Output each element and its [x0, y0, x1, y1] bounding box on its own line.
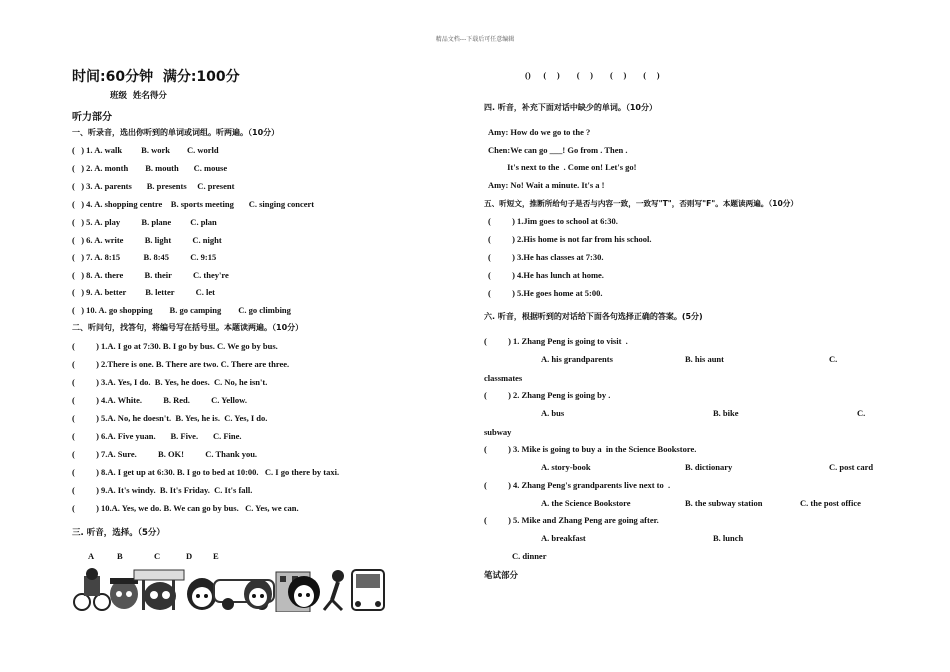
s6-option: A. bus [541, 408, 565, 418]
man-picture [144, 582, 176, 610]
s1-item: ( ) 1. A. walk B. work C. world [72, 145, 219, 155]
s6-option: B. dictionary [685, 462, 733, 472]
picture-letter: A [88, 551, 95, 561]
s6-option: A. his grandparents [541, 354, 613, 364]
s6-question: ( ) 2. Zhang Peng is going by . [484, 390, 611, 400]
listening-heading: 听力部分 [72, 112, 112, 123]
exam-title: 时间:60分钟 满分:100分 [72, 69, 240, 85]
s5-item: ( ) 3.He has classes at 7:30. [488, 252, 604, 262]
s6-option: C. [829, 354, 838, 364]
s6-question: ( ) 1. Zhang Peng is going to visit . [484, 336, 628, 346]
written-heading: 笔试部分 [484, 571, 519, 581]
picture-letter: C [154, 551, 161, 561]
s5-item: ( ) 2.His home is not far from his school. [488, 234, 652, 244]
student-info: 班级 姓名得分 [110, 91, 167, 101]
s6-option: classmates [484, 373, 523, 383]
s6-option: B. bike [713, 408, 739, 418]
section3-title: 三. 听音，选择。（5分） [72, 528, 165, 538]
s6-option: subway [484, 427, 512, 437]
curly-hair-girl-picture [288, 576, 320, 608]
cartoon-pictures [72, 566, 386, 612]
s1-item: ( ) 7. A. 8:15 B. 8:45 C. 9:15 [72, 252, 217, 262]
bus-picture [352, 570, 384, 610]
dialogue-line: Chen:We can go ___! Go from . Then . [488, 145, 628, 155]
s6-option: C. dinner [512, 551, 547, 561]
boy-picture [110, 578, 138, 609]
s6-option: A. breakfast [541, 533, 586, 543]
bike-rider-picture [74, 568, 110, 610]
section5-title: 五、听短文，推断所给句子是否与内容一致，一致写"T"，否则写"F"。本题读两遍。（10分） [484, 199, 798, 208]
s6-option: B. his aunt [685, 354, 724, 364]
s1-item: ( ) 5. A. play B. plane C. plan [72, 217, 217, 227]
s2-item: ( ) 4.A. White. B. Red. C. Yellow. [72, 395, 247, 405]
s6-option: B. lunch [713, 533, 744, 543]
s6-option: C. post card [829, 462, 874, 472]
s2-item: ( ) 7.A. Sure. B. OK! C. Thank you. [72, 449, 258, 459]
s6-question: ( ) 4. Zhang Peng's grandparents live next to . [484, 480, 671, 490]
s1-item: ( ) 6. A. write B. light C. night [72, 235, 222, 245]
dialogue-line: Amy: No! Wait a minute. It's a ! [488, 180, 605, 190]
s1-item: ( ) 9. A. better B. letter C. let [72, 287, 215, 297]
s2-item: ( ) 1.A. I go at 7:30. B. I go by bus. C. We go by bus. [72, 341, 278, 351]
s2-item: ( ) 5.A. No, he doesn't. B. Yes, he is. C. Yes, I do. [72, 413, 268, 423]
s5-item: ( ) 5.He goes home at 5:00. [488, 288, 603, 298]
header-note: 精品文档---下载后可任意编辑 [435, 36, 515, 43]
s6-option: C. the post office [800, 498, 861, 508]
s2-item: ( ) 9.A. It's windy. B. It's Friday. C. It's fall. [72, 485, 253, 495]
section4-title: 四. 听音，补充下面对话中缺少的单词。（10分） [484, 103, 657, 112]
s2-item: ( ) 6.A. Five yuan. B. Five. C. Fine. [72, 431, 242, 441]
s6-option: A. story-book [541, 462, 591, 472]
s1-item: ( ) 4. A. shopping centre B. sports meeting C. singing concert [72, 199, 315, 209]
s2-item: ( ) 10.A. Yes, we do. B. We can go by bus. C. Yes, we can. [72, 503, 299, 513]
runner-picture [324, 570, 344, 610]
s6-question: ( ) 3. Mike is going to buy a in the Science Bookstore. [484, 444, 697, 454]
picture-letter: B [117, 551, 123, 561]
s1-item: ( ) 8. A. there B. their C. they're [72, 270, 229, 280]
s6-option: A. the Science Bookstore [541, 498, 631, 508]
s2-item: ( ) 8.A. I get up at 6:30. B. I go to bed at 10:00. C. I go there by taxi. [72, 467, 340, 477]
s2-item: ( ) 3.A. Yes, I do. B. Yes, he does. C. No, he isn't. [72, 377, 268, 387]
s2-item: ( ) 2.There is one. B. There are two. C. There are three. [72, 359, 290, 369]
s6-question: ( ) 5. Mike and Zhang Peng are going after. [484, 515, 659, 525]
s5-item: ( ) 1.Jim goes to school at 6:30. [488, 216, 618, 226]
section1-title: 一、听录音，选出你听到的单词或词组。听两遍。（10分） [72, 128, 280, 137]
section6-title: 六. 听音，根据听到的对话给下面各句选择正确的答案。(5分) [484, 312, 703, 321]
s6-option: B. the subway station [685, 498, 763, 508]
picture-letter: D [186, 551, 193, 561]
s6-option: C. [857, 408, 866, 418]
dialogue-line: Amy: How do we go to the ? [488, 127, 591, 137]
s5-item: ( ) 4.He has lunch at home. [488, 270, 604, 280]
picture-letter: E [213, 551, 219, 561]
picture-strip [72, 566, 386, 612]
s1-item: ( ) 10. A. go shopping B. go camping C. go climbing [72, 305, 291, 315]
section2-title: 二、听问句，找答句，将编号写在括号里。本题读两遍。（10分） [72, 323, 304, 332]
s1-item: ( ) 3. A. parents B. presents C. present [72, 181, 235, 191]
s1-item: ( ) 2. A. month B. mouth C. mouse [72, 163, 228, 173]
girl-picture [187, 578, 217, 610]
dialogue-line: It's next to the . Come on! Let's go! [488, 162, 637, 172]
boy-with-cap-picture [244, 579, 272, 609]
answer-brackets: () ( ) ( ) ( ) ( ) [525, 70, 660, 80]
